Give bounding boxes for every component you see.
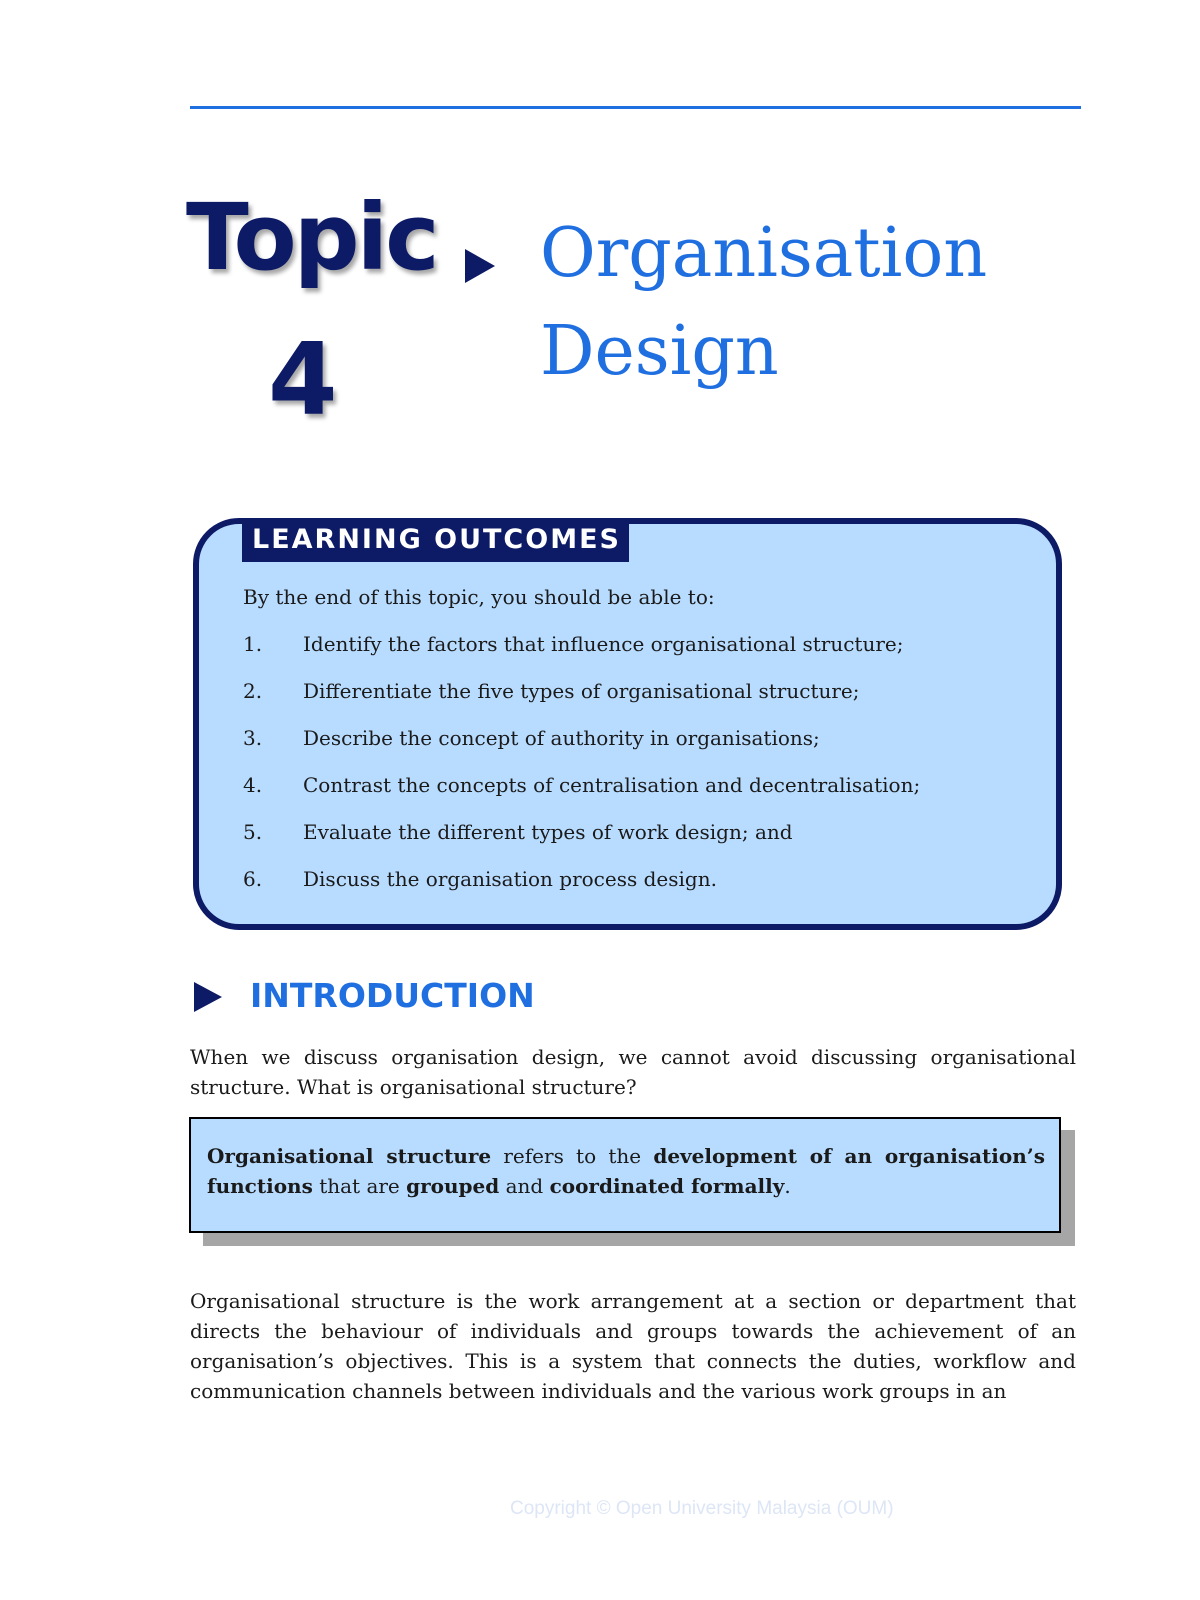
topic-title-line1: Organisation — [540, 214, 988, 293]
topic-label: Topic — [186, 184, 437, 291]
header-rule — [190, 106, 1081, 109]
learning-outcomes-intro: By the end of this topic, you should be able to: — [243, 585, 715, 609]
body-paragraph: Organisational structure is the work arrangement at a section or department that directs the behaviour of individuals and groups towards the achievement of an organisation’s objectives. This is a system that connects the duties, workflow and communication channels between individuals and the various work groups in an — [190, 1289, 1076, 1403]
outcome-text: Discuss the organisation process design. — [303, 867, 717, 891]
outcome-item — [243, 679, 1043, 703]
introduction-paragraph: When we discuss organisation design, we cannot avoid discussing organisational structure. What is organisational structure? — [190, 1045, 1076, 1099]
introduction-heading: INTRODUCTION — [250, 976, 535, 1015]
outcome-number: 5. — [243, 820, 263, 844]
definition-text: refers to the — [491, 1144, 654, 1168]
topic-title-line2: Design — [540, 312, 779, 391]
topic-number: 4 — [268, 321, 338, 438]
outcome-text: Contrast the concepts of centralisation and decentralisation; — [303, 773, 921, 797]
outcome-item — [243, 820, 1043, 844]
definition-text: and — [499, 1174, 550, 1198]
definition-term: Organisational structure — [207, 1144, 492, 1168]
outcome-number: 6. — [243, 867, 263, 891]
outcome-item — [243, 867, 1043, 891]
outcome-number: 2. — [243, 679, 263, 703]
outcome-text: Differentiate the five types of organisational structure; — [303, 679, 860, 703]
definition-text: that are — [312, 1174, 407, 1198]
learning-outcomes-heading: LEARNING OUTCOMES — [242, 518, 629, 562]
outcome-number: 4. — [243, 773, 263, 797]
definition-emphasis: grouped — [406, 1174, 500, 1198]
right-triangle-icon — [463, 247, 497, 285]
outcome-number: 3. — [243, 726, 263, 750]
definition-text: . — [784, 1174, 791, 1198]
outcome-item — [243, 632, 1043, 656]
outcome-text: Describe the concept of authority in organisations; — [303, 726, 820, 750]
definition-box — [189, 1117, 1061, 1233]
outcome-item — [243, 726, 1043, 750]
copyright-watermark: Copyright © Open University Malaysia (OUM) — [510, 1498, 894, 1519]
outcome-text: Evaluate the different types of work design; and — [303, 820, 793, 844]
outcome-text: Identify the factors that influence organisational structure; — [303, 632, 904, 656]
definition-emphasis: coordinated formally — [549, 1174, 785, 1198]
outcome-number: 1. — [243, 632, 263, 656]
right-triangle-icon — [192, 980, 224, 1014]
outcome-item — [243, 773, 1043, 797]
definition-emphasis: development of an organisation’s functions — [207, 1144, 1045, 1198]
